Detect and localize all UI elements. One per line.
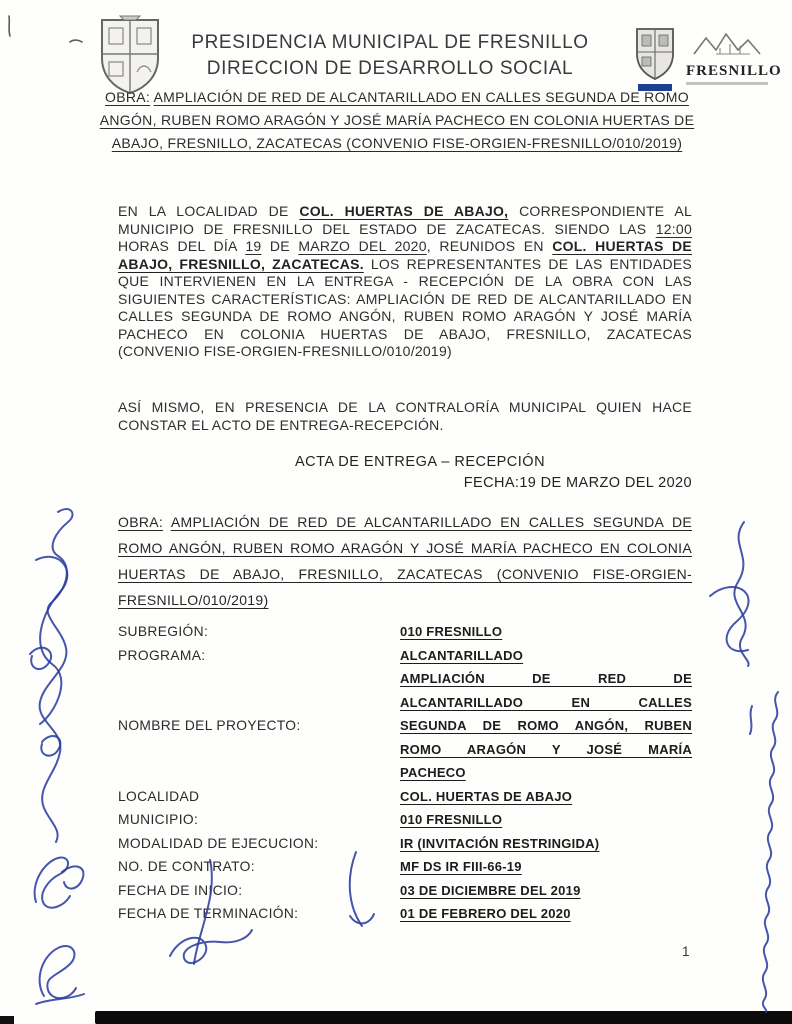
field-value: MF DS IR FIII-66-19 (400, 859, 522, 874)
field-row-proyecto (118, 667, 692, 785)
field-value: ALCANTARILLADO (400, 647, 524, 663)
p1-seg9: , REUNIDOS EN (426, 238, 553, 254)
body-paragraph-2: ASÍ MISMO, EN PRESENCIA DE LA CONTRALORÍA MUNICIPAL QUIEN HACE CONSTAR EL ACTO DE ENTREGA-RECEPCIÓN. (118, 399, 692, 433)
p1-seg10: COL. HUERTAS DE ABAJO, FRESNILLO, ZACATECAS. (118, 238, 692, 272)
administration-crest-svg (632, 26, 678, 82)
obra-heading (95, 86, 699, 155)
field-row-localidad (118, 785, 692, 809)
field-value: IR (INVITACIÓN RESTRINGIDA) (400, 835, 600, 851)
field-value: 010 FRESNILLO (400, 624, 503, 639)
proyecto-line: ALCANTARILLADO EN CALLES (400, 694, 692, 710)
pen-marks-top (9, 16, 82, 42)
field-value: 03 DE DICIEMBRE DEL 2019 (400, 882, 581, 898)
signature-left-lower (35, 858, 84, 908)
fresnillo-logo-tagline (686, 82, 768, 85)
p1-seg11: LOS REPRESENTANTES DE LAS ENTIDADES QUE INTERVIENEN EN LA ENTREGA - RECEPCIÓN DE LA OBRA CON LAS SIGUIENTES CARACTERÍSTICAS: AMPLIACIÓN DE RED DE ALCANTARILLADO EN CALLES SEGUNDA DE ROMO ANGÓN, RUBEN ROMO ARAGÓN Y JOSÉ MARÍA PACHECO EN COLONIA HUERTAS DE ABAJO, FRESNILLO, ZACATECAS (CONVENIO FISE-ORGIEN-FRESNILLO/010/2019) (118, 255, 692, 359)
scan-artifact-blob (0, 1016, 14, 1024)
field-value: 010 FRESNILLO (400, 812, 503, 827)
p1-seg4: 12:00 (655, 220, 692, 237)
field-label: MODALIDAD DE EJECUCION: (118, 835, 319, 851)
field-row-modalidad (118, 832, 692, 856)
field-label: FECHA DE INICIO: (118, 882, 243, 898)
field-row-municipio (118, 808, 692, 832)
field-row-terminacion (118, 902, 692, 926)
field-label: PROGRAMA: (118, 647, 206, 663)
field-row-programa (118, 644, 692, 668)
field-label: SUBREGIÓN: (118, 624, 209, 639)
field-label: MUNICIPIO: (118, 812, 199, 827)
document-title: PRESIDENCIA MUNICIPAL DE FRESNILLO (191, 32, 589, 53)
fresnillo-logo-text: FRESNILLO (686, 63, 782, 79)
document-subtitle: DIRECCION DE DESARROLLO SOCIAL (206, 58, 574, 79)
signature-left-margin (30, 509, 73, 842)
p1-seg6: 19 (245, 238, 262, 254)
field-label: NOMBRE DEL PROYECTO: (118, 718, 301, 733)
municipal-crest-svg (92, 14, 168, 96)
obra-heading-text: AMPLIACIÓN DE RED DE ALCANTARILLADO EN CALLES SEGUNDA DE ROMO ANGÓN, RUBEN ROMO ARAGÓN Y JOSÉ MARÍA PACHECO EN COLONIA HUERTAS DE ABAJO, FRESNILLO, ZACATECAS (CONVENIO FISE-ORGIEN-FRESNILLO/010/2019) (99, 89, 695, 151)
signature-right-margin (710, 522, 749, 666)
field-value: COL. HUERTAS DE ABAJO (400, 788, 573, 804)
proyecto-line: ROMO ARAGÓN Y JOSÉ MARÍA (400, 741, 692, 757)
field-label: FECHA DE TERMINACIÓN: (118, 906, 299, 921)
signature-bottom-left (36, 946, 84, 1004)
p1-seg3: CORRESPONDIENTE AL MUNICIPIO DE FRESNILLO DEL ESTADO DE ZACATECAS. SIENDO LAS (118, 203, 692, 237)
obra-section-label: OBRA: (118, 514, 164, 530)
obra-heading-label: OBRA: (105, 89, 151, 105)
project-fields (118, 620, 692, 926)
fresnillo-logo (686, 28, 782, 85)
fresnillo-logo-icon (686, 28, 768, 58)
p1-seg1: EN LA LOCALIDAD DE (118, 203, 300, 219)
acta-title: ACTA DE ENTREGA – RECEPCIÓN (294, 454, 546, 470)
proyecto-line: SEGUNDA DE ROMO ANGÓN, RUBEN (400, 718, 692, 733)
page-number: 1 (682, 944, 690, 959)
field-value: 01 DE FEBRERO DEL 2020 (400, 906, 571, 921)
field-row-contrato (118, 855, 692, 879)
body-paragraph-1 (118, 203, 692, 361)
field-value-multiline (400, 667, 692, 785)
field-label: LOCALIDAD (118, 788, 200, 804)
field-row-subregion (118, 620, 692, 644)
p1-seg8: MARZO DEL 2020 (298, 238, 427, 254)
administration-crest-icon (632, 26, 678, 87)
acta-date: FECHA:19 DE MARZO DEL 2020 (463, 475, 692, 491)
obra-section-text: AMPLIACIÓN DE RED DE ALCANTARILLADO EN CALLES SEGUNDA DE ROMO ANGÓN, RUBEN ROMO ARAGÓN Y JOSÉ MARÍA PACHECO EN COLONIA HUERTAS DE ABAJO, FRESNILLO, ZACATECAS (CONVENIO FISE-ORGIEN-FRESNILLO/010/2019) (118, 514, 693, 608)
p1-seg2: COL. HUERTAS DE ABAJO, (299, 203, 509, 219)
scan-artifact-bar (95, 1011, 792, 1024)
proyecto-line: PACHECO (400, 765, 466, 780)
handwriting-right-edge (750, 692, 778, 1012)
proyecto-line: AMPLIACIÓN DE RED DE (400, 671, 692, 686)
p1-seg7: DE (261, 238, 299, 254)
field-label: NO. DE CONTRATO: (118, 859, 255, 874)
obra-section (118, 509, 692, 613)
field-row-inicio (118, 879, 692, 903)
p1-seg5: HORAS DEL DÍA (118, 238, 246, 254)
